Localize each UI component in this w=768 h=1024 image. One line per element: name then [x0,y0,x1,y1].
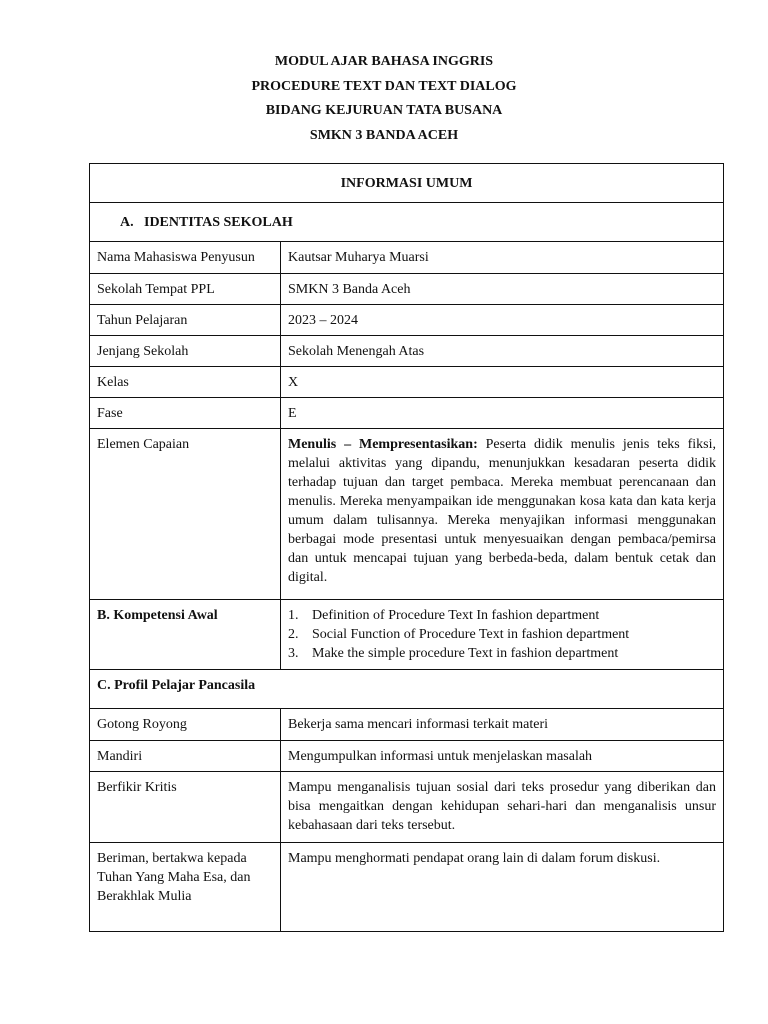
header-line-2: PROCEDURE TEXT DAN TEXT DIALOG [251,78,517,94]
table-row [90,772,724,843]
kompetensi-awal-list [288,606,716,663]
row-value: Mampu menganalisis tujuan sosial dari teks prosedur yang diberikan dan bisa mengaitkan dengan kehidupan sehari-hari dan menganalisis unsur kebahasaan dari teks tersebut. [281,772,724,843]
list-item [288,625,716,644]
row-label: Berfikir Kritis [90,772,281,843]
list-item-number: 3. [288,646,299,661]
kompetensi-awal-list-cell [281,600,724,670]
document-header [0,50,768,149]
list-item-text: Definition of Procedure Text In fashion department [312,608,600,623]
table-title-row [90,164,724,203]
table-title: INFORMASI UMUM [90,164,724,203]
row-label: Kelas [90,367,281,398]
header-line-4: SMKN 3 BANDA ACEH [309,128,459,144]
section-a-heading [90,203,724,242]
table-row [90,367,724,398]
row-label: Jenjang Sekolah [90,336,281,367]
row-value: Kautsar Muharya Muarsi [281,242,724,274]
row-label: Fase [90,398,281,429]
header-line-1: MODUL AJAR BAHASA INGGRIS [274,54,494,69]
elemen-capaian-text [281,429,724,600]
kompetensi-awal-label: B. Kompetensi Awal [90,600,281,670]
row-value: X [281,367,724,398]
table-row [90,398,724,429]
list-item-text: Social Function of Procedure Text in fashion department [312,627,630,642]
section-a-letter: A. [120,215,134,230]
list-item-text: Make the simple procedure Text in fashion department [312,646,619,661]
row-label: Sekolah Tempat PPL [90,274,281,305]
row-value: Mengumpulkan informasi untuk menjelaskan masalah [281,741,724,772]
row-label: Mandiri [90,741,281,772]
list-item-number: 1. [288,608,299,623]
row-value: E [281,398,724,429]
row-value: Sekolah Menengah Atas [281,336,724,367]
row-value: SMKN 3 Banda Aceh [281,274,724,305]
row-label: Elemen Capaian [90,429,281,600]
section-c-row [90,670,724,709]
table-row [90,709,724,741]
row-label: Tahun Pelajaran [90,305,281,336]
table-row [90,305,724,336]
list-item-number: 2. [288,627,299,642]
section-a-title: IDENTITAS SEKOLAH [144,215,293,230]
row-value: 2023 – 2024 [281,305,724,336]
row-value: Mampu menghormati pendapat orang lain di dalam forum diskusi. [281,843,724,932]
row-label: Nama Mahasiswa Penyusun [90,242,281,274]
section-a-row [90,203,724,242]
elemen-capaian-row [90,429,724,600]
table-row [90,843,724,932]
header-line-3: BIDANG KEJURUAN TATA BUSANA [265,103,503,119]
table-row [90,274,724,305]
row-label: Beriman, bertakwa kepada Tuhan Yang Maha Esa, dan Berakhlak Mulia [90,843,281,932]
row-label: Gotong Royong [90,709,281,741]
kompetensi-awal-row [90,600,724,670]
elemen-capaian-lead: Menulis – Mempresentasikan: [288,437,478,452]
table-row [90,741,724,772]
table-row [90,242,724,274]
informasi-umum-table [89,163,724,932]
row-value: Bekerja sama mencari informasi terkait materi [281,709,724,741]
list-item [288,644,716,663]
elemen-capaian-body: Peserta didik menulis jenis teks fiksi, melalui aktivitas yang dipandu, menunjukkan kesadaran peserta didik terhadap tujuan dan target pembaca. Mereka membuat perencanaan dan menulis. Mereka menyampaikan ide menggunakan kosa kata dan kata kerja umum dalam tulisannya. Mereka menyajikan informasi menggunakan berbagai mode presentasi untuk menyesuaikan dengan pembaca/pemirsa dan untuk mencapai tujuan yang berbeda-beda, dalam bentuk cetak dan digital. [288,437,717,585]
table-row [90,336,724,367]
list-item [288,606,716,625]
section-c-heading: C. Profil Pelajar Pancasila [90,670,724,709]
